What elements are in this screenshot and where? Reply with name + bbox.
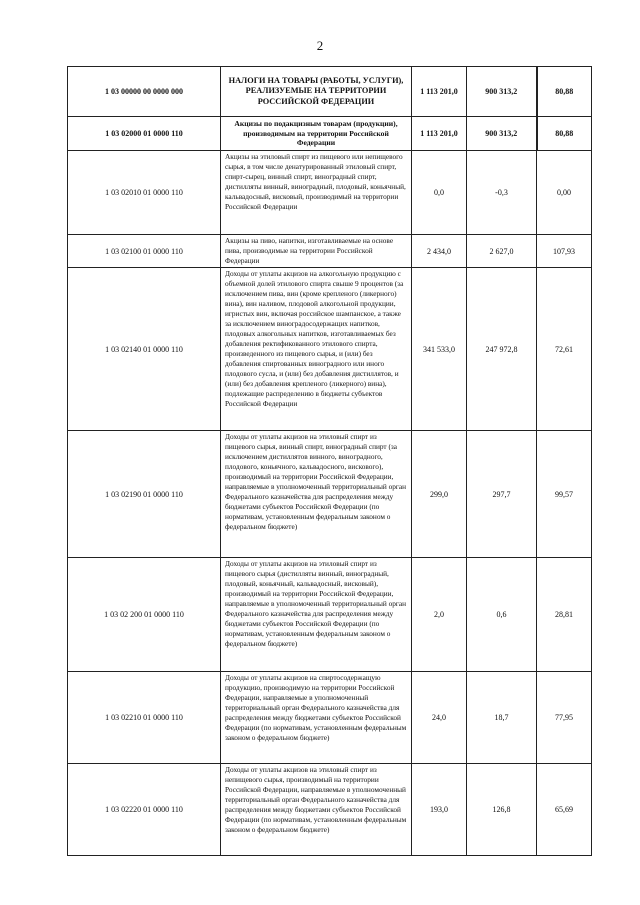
- budget-code: 1 03 02140 01 0000 110: [68, 268, 221, 431]
- budget-code: 1 03 02220 01 0000 110: [68, 764, 221, 856]
- percent-value: 72,61: [537, 268, 592, 431]
- revenue-name: Доходы от уплаты акцизов на алкогольную продукцию с объемной долей этилового спирта свыше 9 процентов (за исключением пива, вин (кроме крепленого (ликерного) вина), вин наливом, плодовой алкогольной продукции, игристых вин, включая российское шампанское, а также за исключением виноградосодержащих напитков, плодовых алкогольных напитков, изготавливаемых без добавления ректификованного этилового спирта, произведенного из пищевого сырья, и (или) без добавления спиртованных виноградного или иного плодового сусла, и (или) без добавления дистиллятов, и (или) без добавления крепленого (ликерного) вина), подлежащие распределению в бюджеты субъектов Российской Федерации: [221, 268, 412, 431]
- plan-value: 1 113 201,0: [412, 67, 467, 117]
- plan-value: 193,0: [412, 764, 467, 856]
- percent-value: 0,00: [537, 151, 592, 235]
- table-row: [68, 268, 592, 431]
- table-row: [68, 431, 592, 558]
- plan-value: 2 434,0: [412, 235, 467, 268]
- revenue-name: Акцизы на этиловый спирт из пищевого или непищевого сырья, в том числе денатурированный этиловый спирт, спирт-сырец, винный спирт, виноградный спирт, дистилляты винный, виноградный, плодовый, коньячный, кальвадосный, висковый, производимый на территории Российской Федерации: [221, 151, 412, 235]
- budget-code: 1 03 02190 01 0000 110: [68, 431, 221, 558]
- budget-code: 1 03 02 200 01 0000 110: [68, 558, 221, 672]
- fact-value: 0,6: [467, 558, 537, 672]
- plan-value: 24,0: [412, 672, 467, 764]
- percent-value: 65,69: [537, 764, 592, 856]
- table-row: [68, 235, 592, 268]
- fact-value: 2 627,0: [467, 235, 537, 268]
- table-row: [68, 117, 592, 151]
- revenue-name: Акцизы на пиво, напитки, изготавливаемые на основе пива, производимые на территории Российской Федерации: [221, 235, 412, 268]
- plan-value: 1 113 201,0: [412, 117, 467, 151]
- revenue-name: Акцизы по подакцизным товарам (продукции), производимым на территории Российской Федерации: [221, 117, 412, 151]
- fact-value: 297,7: [467, 431, 537, 558]
- revenue-table: [67, 66, 592, 856]
- budget-code: 1 03 02000 01 0000 110: [68, 117, 221, 151]
- percent-value: 28,81: [537, 558, 592, 672]
- plan-value: 0,0: [412, 151, 467, 235]
- table-row: [68, 151, 592, 235]
- revenue-name: НАЛОГИ НА ТОВАРЫ (РАБОТЫ, УСЛУГИ), РЕАЛИЗУЕМЫЕ НА ТЕРРИТОРИИ РОССИЙСКОЙ ФЕДЕРАЦИИ: [221, 67, 412, 117]
- budget-code: 1 03 02210 01 0000 110: [68, 672, 221, 764]
- table-row: [68, 558, 592, 672]
- budget-code: 1 03 02100 01 0000 110: [68, 235, 221, 268]
- fact-value: 900 313,2: [467, 67, 537, 117]
- budget-code: 1 03 00000 00 0000 000: [68, 67, 221, 117]
- table-row: [68, 672, 592, 764]
- fact-value: -0,3: [467, 151, 537, 235]
- fact-value: 900 313,2: [467, 117, 537, 151]
- percent-value: 99,57: [537, 431, 592, 558]
- fact-value: 247 972,8: [467, 268, 537, 431]
- percent-value: 107,93: [537, 235, 592, 268]
- page-number: 2: [316, 38, 324, 53]
- plan-value: 299,0: [412, 431, 467, 558]
- table-row: [68, 67, 592, 117]
- fact-value: 18,7: [467, 672, 537, 764]
- revenue-name: Доходы от уплаты акцизов на этиловый спирт из пищевого сырья (дистилляты винный, виноградный, плодовый, коньячный, кальвадосный, висковый), производимый на территории Российской Федерации, направляемые в уполномоченный территориальный орган Федерального казначейства для распределения между бюджетами субъектов Российской Федерации (по нормативам, установленным федеральным законом о федеральном бюджете): [221, 558, 412, 672]
- plan-value: 2,0: [412, 558, 467, 672]
- revenue-name: Доходы от уплаты акцизов на этиловый спирт из пищевого сырья, винный спирт, виноградный спирт (за исключением дистиллятов винного, виноградного, плодового, коньячного, кальвадосного, вискового), производимый на территории Российской Федерации, направляемые в уполномоченный территориальный орган Федерального казначейства для распределения между бюджетами субъектов Российской Федерации (по нормативам, установленным федеральным законом о федеральном бюджете): [221, 431, 412, 558]
- budget-code: 1 03 02010 01 0000 110: [68, 151, 221, 235]
- revenue-name: Доходы от уплаты акцизов на спиртосодержащую продукцию, производимую на территории Российской Федерации, направляемые в уполномоченный территориальный орган Федерального казначейства для распределения между бюджетами субъектов Российской Федерации (по нормативам, установленным федеральным законом о федеральном бюджете): [221, 672, 412, 764]
- percent-value: 80,88: [537, 67, 592, 117]
- percent-value: 80,88: [537, 117, 592, 151]
- plan-value: 341 533,0: [412, 268, 467, 431]
- fact-value: 126,8: [467, 764, 537, 856]
- table-row: [68, 764, 592, 856]
- revenue-name: Доходы от уплаты акцизов на этиловый спирт из непищевого сырья, производимый на территории Российской Федерации, направляемые в уполномоченный территориальный орган Федерального казначейства для распределения между бюджетами субъектов Российской Федерации (по нормативам, установленным федеральным законом о федеральном бюджете): [221, 764, 412, 856]
- percent-value: 77,95: [537, 672, 592, 764]
